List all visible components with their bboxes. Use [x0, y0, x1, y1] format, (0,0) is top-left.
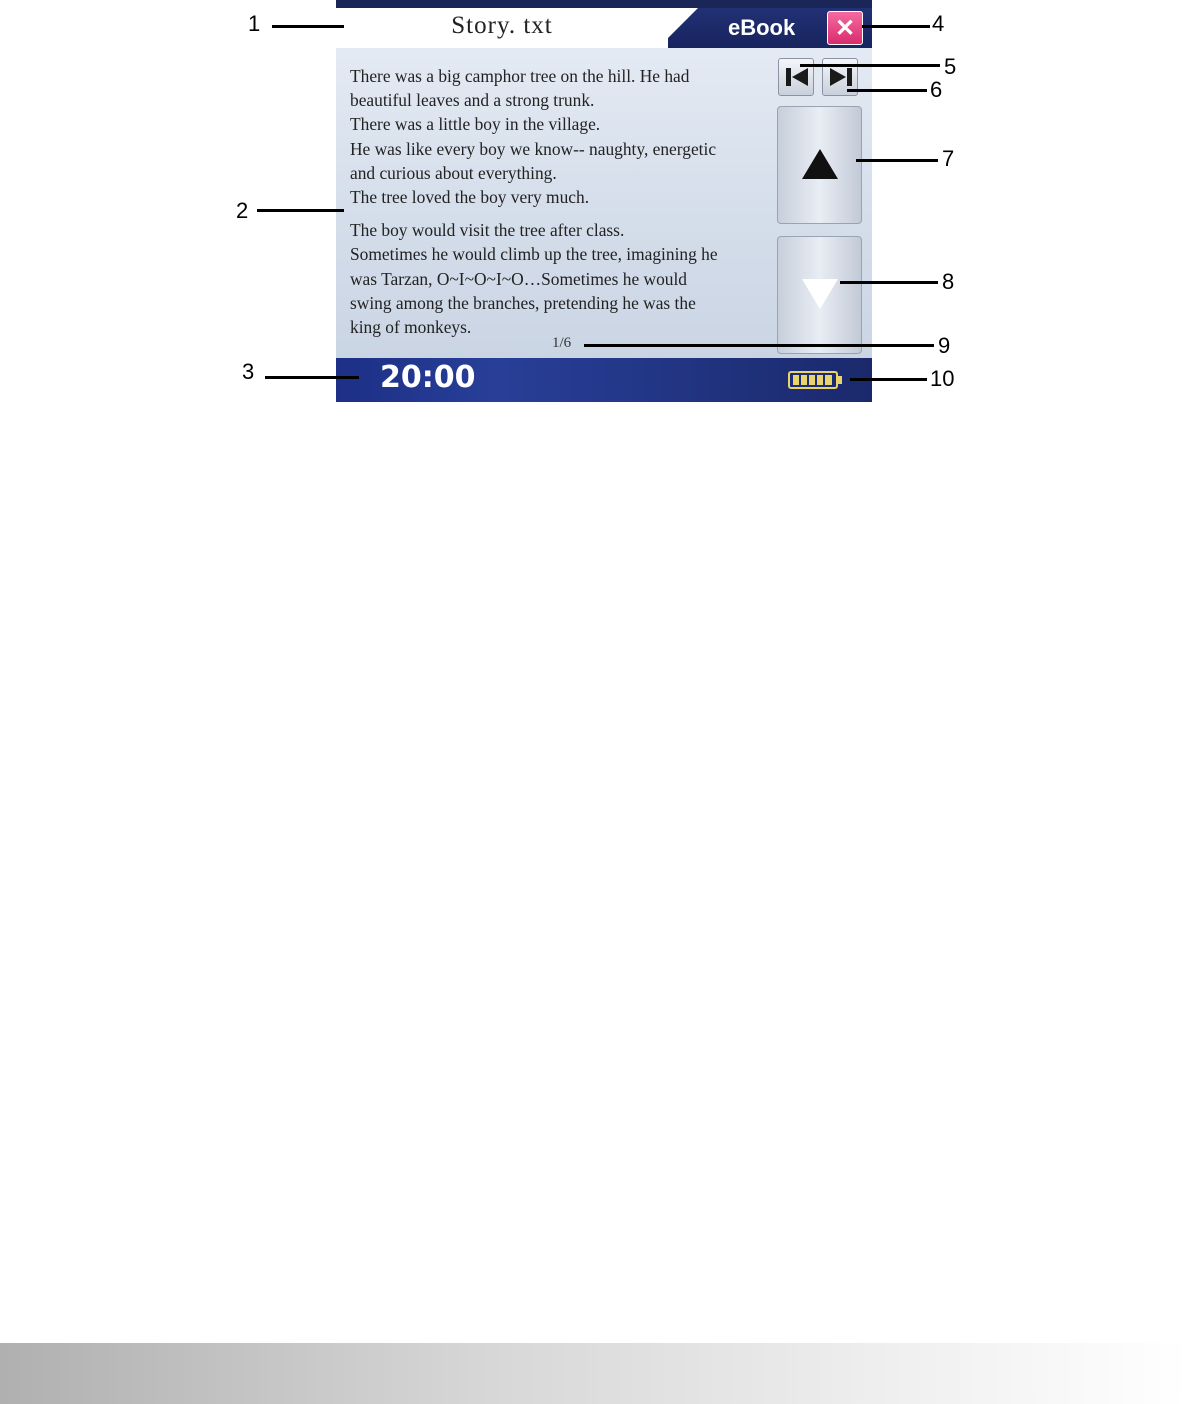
clock: 20:00: [380, 360, 476, 395]
callout-line-5: [800, 64, 940, 67]
text-line: was Tarzan, O~I~O~I~O…Sometimes he would: [350, 268, 687, 289]
app-label: eBook: [728, 15, 796, 40]
ebook-screen: [336, 0, 872, 402]
text-line: swing among the branches, pretending he was the: [350, 292, 696, 313]
text-line: He was like every boy we know-- naughty, energetic: [350, 138, 717, 159]
triangle-up-icon: [800, 147, 840, 181]
text-line: and curious about everything.: [350, 162, 557, 183]
callout-number-8: 8: [942, 269, 955, 294]
callout-number-4: 4: [932, 11, 945, 36]
page-footer-band: [0, 1343, 1189, 1404]
text-line: The boy would visit the tree after class.: [350, 220, 625, 241]
status-bar: [336, 358, 872, 402]
text-line: king of monkeys.: [350, 317, 472, 338]
file-title: Story. txt: [451, 12, 553, 39]
text-line: There was a big camphor tree on the hill. He had: [350, 66, 690, 86]
callout-line-1: [272, 25, 344, 28]
callout-line-8: [840, 281, 938, 284]
callout-number-2: 2: [236, 198, 249, 223]
text-paragraph: [350, 64, 782, 209]
callout-line-6: [847, 89, 927, 92]
callout-line-7: [856, 159, 938, 162]
callout-line-2: [257, 209, 344, 212]
callout-number-6: 6: [930, 77, 943, 102]
callout-number-9: 9: [938, 333, 951, 358]
callout-line-3: [265, 376, 359, 379]
ebook-text-area[interactable]: [350, 64, 782, 339]
text-line: There was a little boy in the village.: [350, 114, 601, 135]
callout-number-1: 1: [248, 11, 261, 36]
skip-next-icon: [828, 66, 854, 88]
triangle-down-icon: [800, 277, 840, 311]
callout-number-10: 10: [930, 366, 955, 391]
callout-number-3: 3: [242, 359, 255, 384]
page-indicator: 1/6: [552, 335, 572, 351]
scroll-down-button[interactable]: [777, 236, 862, 354]
skip-previous-icon: [784, 66, 810, 88]
text-paragraph: [350, 218, 782, 339]
callout-line-9: [584, 344, 934, 347]
text-line: Sometimes he would climb up the tree, imagining he: [350, 244, 718, 265]
close-button[interactable]: [827, 11, 863, 45]
close-icon: ✕: [834, 14, 856, 42]
callout-number-5: 5: [944, 54, 957, 79]
text-line: The tree loved the boy very much.: [350, 187, 590, 208]
callout-line-10: [850, 378, 927, 381]
text-line: beautiful leaves and a strong trunk.: [350, 90, 595, 111]
callout-line-4: [862, 25, 930, 28]
callout-number-7: 7: [942, 146, 955, 171]
battery-full-icon: [788, 371, 844, 389]
title-bar-edge: [336, 0, 872, 8]
scroll-up-button[interactable]: [777, 106, 862, 224]
